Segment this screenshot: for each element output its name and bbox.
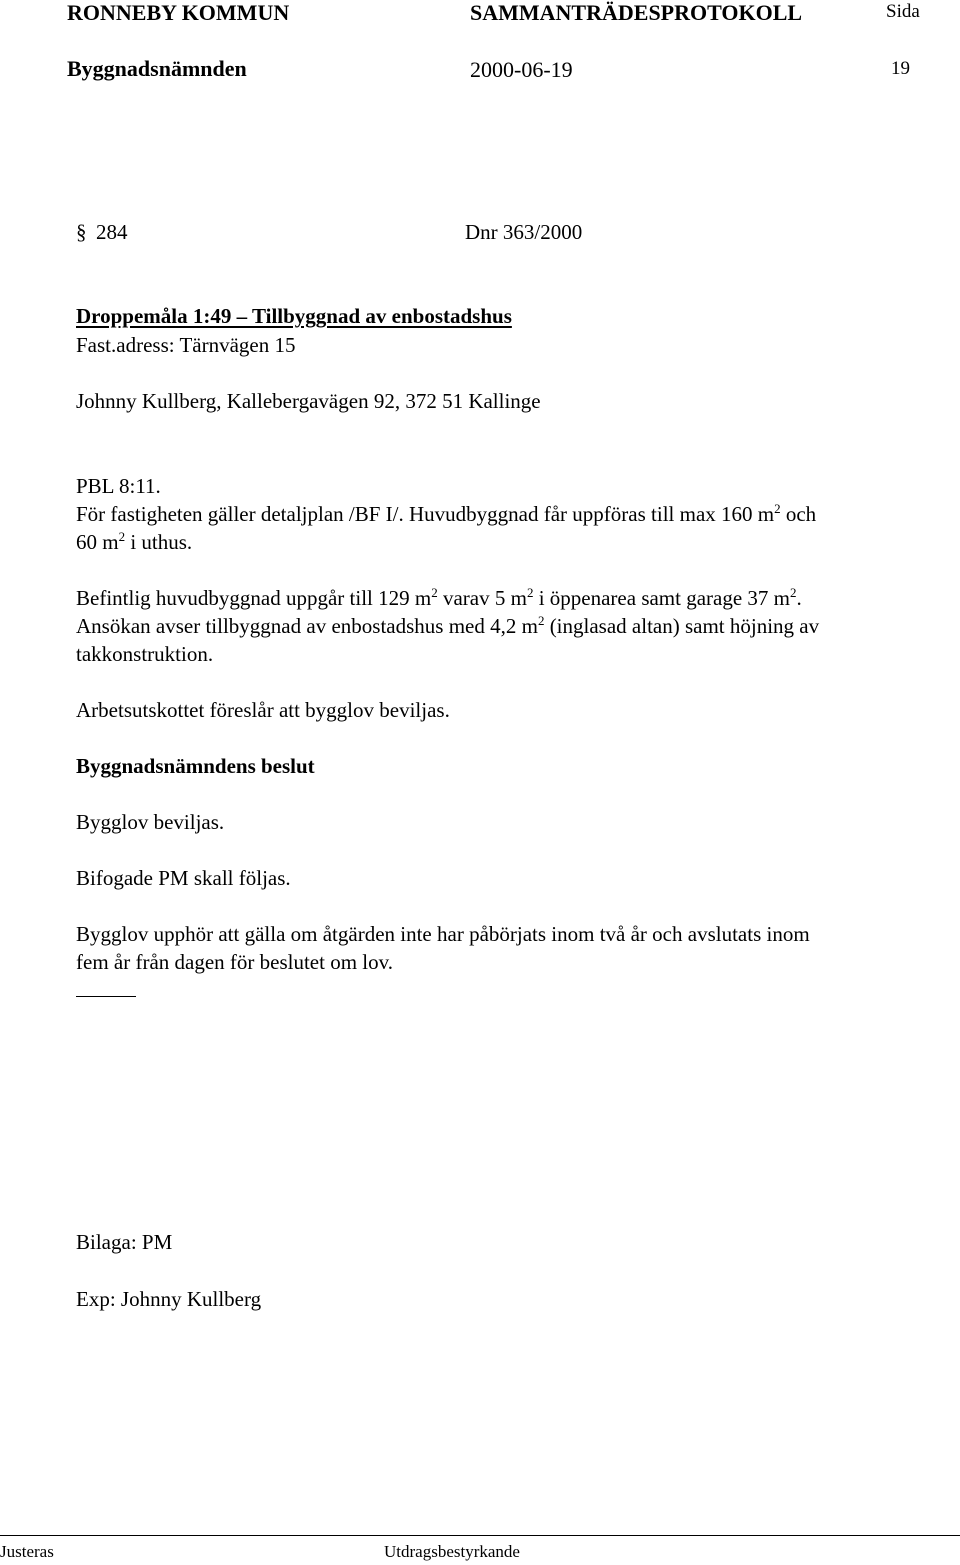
committee-proposal: Arbetsutskottet föreslår att bygglov beviljas. [76,698,450,722]
existing-building: Befintlig huvudbyggnad uppgår till 129 $m^2$ varav 5 $m^2$ i öppenarea samt garage 37 $m^2$. [76,585,802,610]
applicant: Johnny Kullberg, Kallebergavägen 92, 372 51 Kallinge [76,389,541,413]
detail-plan-line-2: 60 $m^2$ i uthus. [76,529,193,554]
document-type: SAMMANTRÄDESPROTOKOLL [470,0,803,25]
footer-divider [0,1535,960,1536]
decision-validity-line-1: Bygglov upphör att gälla om åtgärden inte har påbörjats inom två år och avslutats inom [76,922,810,946]
decision-validity-line-2: fem år från dagen för beslutet om lov. [76,950,394,974]
detail-plan-line-1: För fastigheten gäller detaljplan /BF I/. Huvudbyggnad får uppföras till max 160 $m^2$ och [76,501,817,526]
case-title: Droppemåla 1:49 – Tillbyggnad av enbostadshus [76,304,512,328]
dnr: Dnr 363/2000 [465,220,583,244]
property-address: Fast.adress: Tärnvägen 15 [76,333,296,357]
meeting-date: 2000-06-19 [470,57,573,82]
page-number: 19 [891,58,910,79]
municipality-name: RONNEBY KOMMUN [67,0,290,25]
decision-pm: Bifogade PM skall följas. [76,866,291,890]
page-label: Sida [886,1,920,22]
board-name: Byggnadsnämnden [67,56,247,81]
footer-justeras: Justeras [0,1542,54,1561]
attachment: Bilaga: PM [76,1230,173,1254]
section-symbol: § [76,220,87,244]
application-line-2: takkonstruktion. [76,642,214,666]
application-line-1: Ansökan avser tillbyggnad av enbostadshus med 4,2 $m^2$ (inglasad altan) samt höjning av [76,613,820,638]
footer-utdragsbestyrkande: Utdragsbestyrkande [384,1542,520,1561]
decision-heading: Byggnadsnämndens beslut [76,754,315,778]
end-rule [76,996,136,997]
decision-permit: Bygglov beviljas. [76,810,225,834]
dispatch: Exp: Johnny Kullberg [76,1287,262,1311]
section-number: 284 [96,220,128,244]
pbl-reference: PBL 8:11. [76,474,161,498]
